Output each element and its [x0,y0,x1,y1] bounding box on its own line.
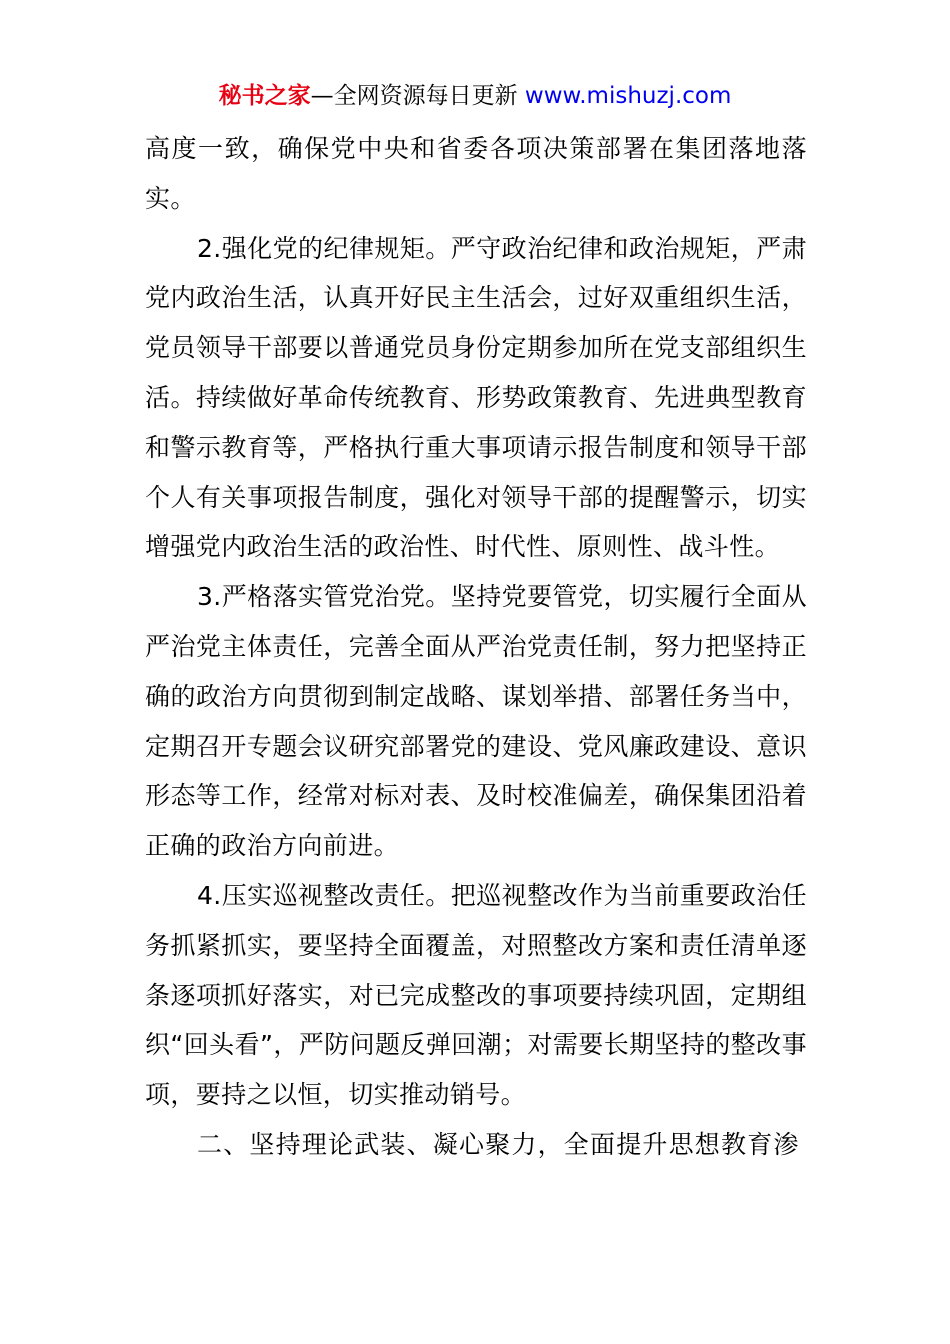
paragraph-inspection-rectification: 4.压实巡视整改责任。把巡视整改作为当前重要政治任务抓紧抓实，要坚持全面覆盖，对照整改方案和责任清单逐条逐项抓好落实，对已完成整改的事项要持续巩固，定期组织“回头看”，严防问题反弹回潮；对需要长期坚持的整改事项，要持之以恒，切实推动销号。 [145,880,807,1110]
paragraph-party-governance: 3.严格落实管党治党。坚持党要管党，切实履行全面从严治党主体责任，完善全面从严治党责任制，努力把坚持正确的政治方向贯彻到制定战略、谋划举措、部署任务当中，定期召开专题会议研究部署党的建设、党风廉政建设、意识形态等工作，经常对标对表、及时校准偏差，确保集团沿着正确的政治方向前进。 [145,582,807,861]
paragraph-continuation: 高度一致，确保党中央和省委各项决策部署在集团落地落实。 [145,134,807,213]
site-header [0,80,950,112]
header-tagline: —全网资源每日更新 [310,83,518,109]
site-url-link[interactable]: www.mishuzj.com [524,83,732,109]
section-heading-theory: 二、坚持理论武装、凝心聚力，全面提升思想教育渗 [197,1129,800,1159]
document-body [145,124,807,1170]
brand-name: 秘书之家 [218,83,311,109]
paragraph-discipline-rules: 2.强化党的纪律规矩。严守政治纪律和政治规矩，严肃党内政治生活，认真开好民主生活会，过好双重组织生活，党员领导干部要以普通党员身份定期参加所在党支部组织生活。持续做好革命传统教育、形势政策教育、先进典型教育和警示教育等，严格执行重大事项请示报告制度和领导干部个人有关事项报告制度，强化对领导干部的提醒警示，切实增强党内政治生活的政治性、时代性、原则性、战斗性。 [145,233,807,562]
